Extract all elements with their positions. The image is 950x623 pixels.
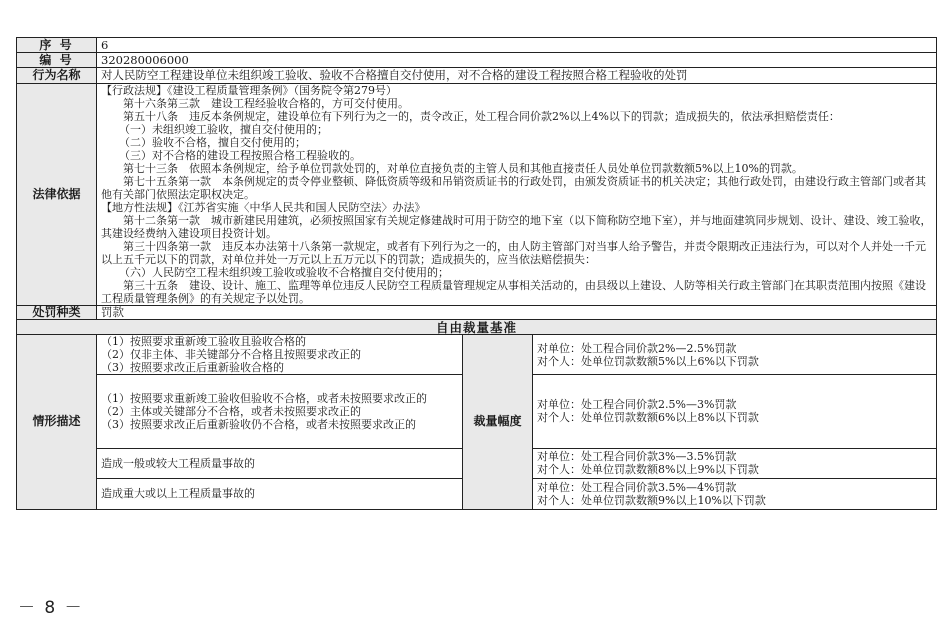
law-article: 第十二条第一款 城市新建民用建筑，必须按照国家有关规定修建战时可用于防空的地下室（以下简称防空地下室），并与地面建筑同步规划、设计、建设、竣工验收，其建设经费纳入建设项目投资计划。	[101, 214, 932, 240]
code-label: 编 号	[17, 53, 97, 68]
law-item: （一）未组织竣工验收，擅自交付使用的；	[119, 123, 328, 136]
law-article: 第三十五条 建设、设计、施工、监理等单位违反人民防空工程质量管理规定从事相关活动的，由县级以上建设、人防等相关行政主管部门在其职责范围内按照《建设工程质量管理条例》的有关规定予以处罚。	[101, 279, 926, 305]
law-item: （二）验收不合格，擅自交付使用的；	[119, 136, 306, 149]
range-tier-1	[533, 335, 936, 374]
range-label: 裁量幅度	[463, 335, 533, 510]
discretion-title: 自由裁量基准	[17, 320, 937, 335]
code-value: 320280006000	[97, 53, 937, 68]
law-article: 第十六条第三款 建设工程经验收合格的，方可交付使用。	[123, 97, 409, 110]
scenario-label: 情形描述	[17, 335, 97, 510]
law-item: （三）对不合格的建设工程按照合格工程验收的。	[119, 149, 361, 162]
law-article: 第七十五条第一款 本条例规定的责令停业整顿、降低资质等级和吊销资质证书的行政处罚，由颁发资质证书的机关决定；其他行政处罚，由建设行政主管部门或者其他有关部门依照法定职权决定。	[101, 175, 926, 201]
range-cell	[533, 335, 937, 510]
serial-value: 6	[97, 38, 937, 53]
scenario-tier-1	[97, 335, 462, 375]
penalty-table	[16, 37, 937, 510]
act-name-value: 对人民防空工程建设单位未组织竣工验收、验收不合格擅自交付使用，对不合格的建设工程按照合格工程验收的处罚	[97, 68, 937, 84]
scenario-tier-3	[97, 449, 462, 479]
scenario-line: （3）按照要求改正后重新验收合格的	[101, 361, 284, 374]
scenario-line: （2）仅非主体、非关键部分不合格且按照要求改正的	[101, 348, 361, 361]
range-line: 对个人：处单位罚款数额9%以上10%以下罚款	[537, 493, 766, 507]
range-line: 对单位：处工程合同价款3.5%—4%罚款	[537, 480, 737, 494]
act-name-label: 行为名称	[17, 68, 97, 84]
law-item: （六）人民防空工程未组织竣工验收或验收不合格擅自交付使用的；	[119, 266, 449, 279]
range-line: 对单位：处工程合同价款2%—2.5%罚款	[537, 341, 737, 355]
range-line: 对个人：处单位罚款数额5%以上6%以下罚款	[537, 354, 759, 368]
scenario-line: 造成一般或较大工程质量事故的	[101, 457, 255, 470]
scenario-tier-4	[97, 479, 462, 509]
range-line: 对个人：处单位罚款数额6%以上8%以下罚款	[537, 411, 759, 425]
scenario-line: （2）主体或关键部分不合格，或者未按照要求改正的	[101, 405, 361, 418]
range-line: 对个人：处单位罚款数额8%以上9%以下罚款	[537, 463, 759, 477]
scenario-line: （1）按照要求重新竣工验收但验收不合格，或者未按照要求改正的	[101, 392, 427, 405]
penalty-type-label: 处罚种类	[17, 306, 97, 320]
serial-label: 序 号	[17, 38, 97, 53]
range-line: 对单位：处工程合同价款3%—3.5%罚款	[537, 450, 737, 464]
law-heading: 【行政法规】《建设工程质量管理条例》（国务院令第279号）	[101, 84, 397, 97]
penalty-type-value: 罚款	[97, 306, 937, 320]
law-article: 第七十三条 依照本条例规定，给予单位罚款处罚的，对单位直接负责的主管人员和其他直接责任人员处单位罚款数额5%以上10%的罚款。	[123, 162, 803, 175]
law-heading: 【地方性法规】《江苏省实施〈中华人民共和国人民防空法〉办法》	[101, 201, 426, 214]
legal-basis-text	[97, 84, 937, 306]
range-tier-2	[533, 374, 936, 448]
scenario-line: （1）按照要求重新竣工验收且验收合格的	[101, 335, 306, 348]
scenario-cell	[97, 335, 463, 510]
page-number: － 8 －	[18, 598, 84, 618]
legal-basis-label: 法律依据	[17, 84, 97, 306]
range-tier-4	[533, 478, 936, 508]
range-line: 对单位：处工程合同价款2.5%—3%罚款	[537, 398, 737, 412]
scenario-tier-2	[97, 375, 462, 449]
scenario-list	[97, 335, 462, 509]
scenario-line: （3）按照要求改正后重新验收仍不合格，或者未按照要求改正的	[101, 418, 416, 431]
range-list	[533, 335, 936, 508]
law-article: 第三十四条第一款 违反本办法第十八条第一款规定，或者有下列行为之一的，由人防主管部门对当事人给予警告，并责令限期改正违法行为，可以对个人并处一千元以上五千元以下的罚款，对单位并处一万元以上五万元以下的罚款；造成损失的，应当依法赔偿损失：	[101, 240, 926, 266]
law-article: 第五十八条 违反本条例规定，建设单位有下列行为之一的，责令改正，处工程合同价款2%以上4%以下的罚款；造成损失的，依法承担赔偿责任：	[123, 110, 840, 123]
range-tier-3	[533, 448, 936, 478]
scenario-line: 造成重大或以上工程质量事故的	[101, 487, 255, 501]
